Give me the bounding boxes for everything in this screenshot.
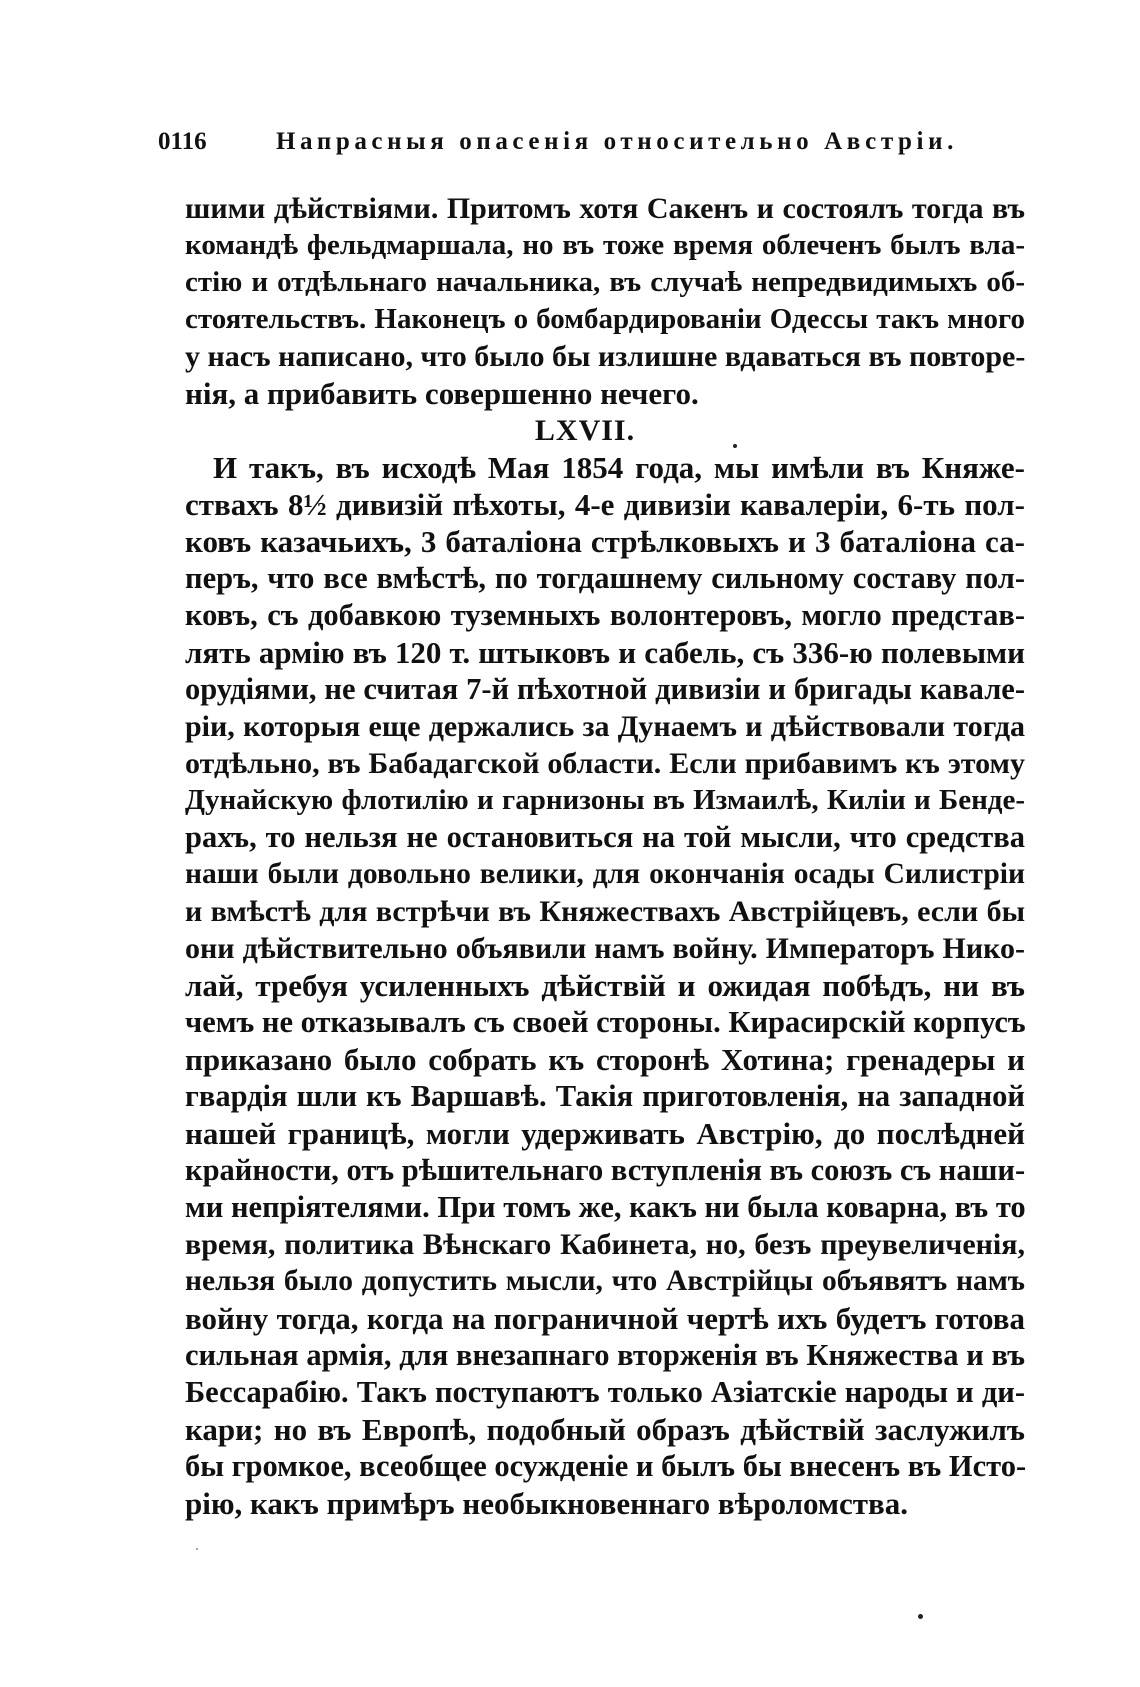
body-text <box>185 190 1025 1522</box>
text-line: нія, а прибавить совершенно нечего. <box>185 376 699 411</box>
text-line: нашей границѣ, могли удерживать Австрію, до послѣдней <box>185 1116 1025 1151</box>
text-line: войну тогда, когда на пограничной чертѣ ихъ будетъ готова <box>185 1301 1025 1336</box>
page-number: 0116 <box>158 128 207 155</box>
text-line: орудіями, не считая 7-й пѣхотной дивизіи и бригады кавале- <box>185 672 1025 706</box>
print-speck <box>918 1614 923 1619</box>
text-line: наши были довольно велики, для окончанія осады Силистріи <box>185 858 1025 890</box>
print-speck <box>196 1548 198 1550</box>
text-line: ріи, которыя еще держались за Дунаемъ и дѣйствовали тогда <box>185 710 1025 743</box>
text-line: Дунайскую флотилію и гарнизоны въ Измаилѣ, Киліи и Бенде- <box>185 784 1025 816</box>
text-line: стоятельствъ. Наконецъ о бомбардированіи Одессы такъ много <box>185 303 1025 335</box>
running-head <box>158 128 1003 168</box>
text-line: перъ, что все вмѣстѣ, по тогдашнему сильному составу пол- <box>185 561 1025 595</box>
print-speck <box>733 444 737 448</box>
text-line: и вмѣстѣ для встрѣчи въ Княжествахъ Австрійцевъ, если бы <box>185 895 1025 928</box>
text-line: нельзя было допустить мысли, что Австрійцы объявятъ намъ <box>185 1265 1025 1297</box>
text-line: крайности, отъ рѣшительнаго вступленія въ союзъ съ наши- <box>185 1153 1026 1187</box>
text-line: приказано было собрать къ сторонѣ Хотина; гренадеры и <box>185 1042 1025 1077</box>
text-line: отдѣльно, въ Бабадагской области. Если прибавимъ къ этому <box>185 747 1025 780</box>
text-line: командѣ фельдмаршала, но въ тоже время облеченъ былъ вла- <box>185 229 1025 261</box>
text-line: у насъ написано, что было бы излишне вдаваться въ повторе- <box>185 340 1026 373</box>
text-line: они дѣйствительно объявили намъ войну. Императоръ Нико- <box>185 932 1025 965</box>
text-line: шими дѣйствіями. Притомъ хотя Сакенъ и состоялъ тогда въ <box>185 192 1025 225</box>
paragraph-continued <box>185 190 1025 412</box>
text-line: рію, какъ примѣръ необыкновеннаго вѣроломства. <box>185 1486 908 1521</box>
text-line: рахъ, то нельзя не остановиться на той мысли, что средства <box>185 820 1025 854</box>
text-line: ствахъ 8½ дивизій пѣхоты, 4-е дивизіи кавалеріи, 6-ть пол- <box>185 487 1025 522</box>
text-line: бы громкое, всеобщее осужденіе и былъ бы внесенъ въ Исто- <box>185 1449 1027 1483</box>
text-line: кари; но въ Европѣ, подобный образъ дѣйствій заслужилъ <box>185 1412 1025 1447</box>
text-line: И такъ, въ исходѣ Мая 1854 года, мы имѣли въ Княже- <box>213 450 1025 485</box>
text-line: гвардія шли къ Варшавѣ. Такія приготовленія, на западной <box>185 1079 1025 1113</box>
text-line: время, политика Вѣнскаго Кабинета, но, безъ преувеличенія, <box>185 1228 1025 1261</box>
text-line: ми непріятелями. При томъ же, какъ ни была коварна, въ то <box>185 1190 1026 1224</box>
text-line: лай, требуя усиленныхъ дѣйствій и ожидая побѣдъ, ни въ <box>185 968 1025 1003</box>
text-line: Бессарабію. Такъ поступаютъ только Азіатскіе народы и ди- <box>185 1375 1025 1409</box>
text-line: сильная армія, для внезапнаго вторженія въ Княжества и въ <box>185 1338 1025 1372</box>
running-title: Напрасныя опасенія относительно Австріи. <box>276 128 958 155</box>
paragraph <box>185 449 1025 1522</box>
section-heading: LXVII. <box>534 414 636 447</box>
text-line: лять армію въ 120 т. штыковъ и сабель, съ 336-ю полевыми <box>185 635 1025 670</box>
text-line: чемъ не отказывалъ съ своей стороны. Кирасирскій корпусъ <box>185 1005 1026 1039</box>
text-line: ковъ, съ добавкою туземныхъ волонтеровъ, могло представ- <box>185 598 1025 632</box>
text-line: стію и отдѣльнаго начальника, въ случаѣ непредвидимыхъ об- <box>185 266 1025 298</box>
text-line: ковъ казачьихъ, 3 баталіона стрѣлковыхъ и 3 баталіона са- <box>185 524 1025 559</box>
